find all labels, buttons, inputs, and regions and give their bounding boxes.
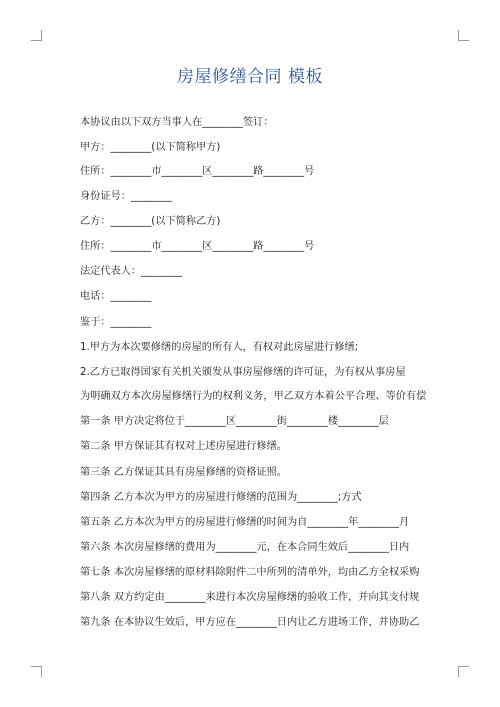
doc-line: 第九条 在本协议生效后，甲方应在________日内让乙方进场工作，并协助乙 bbox=[80, 617, 420, 628]
doc-line: 第七条 本次房屋修缮的原材料除附件二中所列的清单外，均由乙方全权采购 bbox=[80, 567, 420, 578]
doc-line: 住所：________市________区________路________号 bbox=[80, 241, 315, 252]
doc-line: 身份证号：________ bbox=[80, 191, 172, 202]
document-title: 房屋修缮合同 模板 bbox=[177, 67, 323, 87]
corner-mark-top-right bbox=[458, 30, 469, 41]
doc-line: 本协议由以下双方当事人在________签订： bbox=[80, 117, 274, 128]
doc-line: 2.乙方已取得国家有关机关颁发从事房屋修缮的许可证，为有权从事房屋 bbox=[80, 367, 406, 378]
corner-mark-top-left bbox=[31, 30, 42, 41]
corner-mark-bottom-left bbox=[31, 666, 42, 677]
doc-line: 第八条 双方约定由________来进行本次房屋修缮的验收工作，并向其支付规 bbox=[80, 592, 420, 603]
doc-line: 乙方：________(以下简称乙方) bbox=[80, 216, 221, 227]
doc-line: 电话：________ bbox=[80, 291, 152, 302]
doc-line: 为明确双方本次房屋修缮行为的权利义务，甲乙双方本着公平合理、等价有偿 bbox=[80, 391, 427, 402]
doc-line: 鉴于：________ bbox=[80, 317, 152, 328]
doc-line: 法定代表人：________ bbox=[80, 266, 182, 277]
doc-line: 第三条 乙方保证其具有房屋修缮的资格证照。 bbox=[80, 467, 287, 478]
doc-line: 第四条 乙方本次为甲方的房屋进行修缮的范围为________;方式 bbox=[80, 492, 362, 503]
doc-line: 第一条 甲方决定将位于________区________街________楼________层 bbox=[80, 416, 389, 427]
doc-line: 住所：________市________区________路________号 bbox=[80, 166, 315, 177]
doc-line: 第二条 甲方保证其有权对上述房屋进行修缮。 bbox=[80, 441, 287, 452]
corner-mark-bottom-right bbox=[458, 666, 469, 677]
doc-line: 甲方：________(以下简称甲方) bbox=[80, 142, 221, 153]
doc-line: 第五条 乙方本次为甲方的房屋进行修缮的时间为自________年________月 bbox=[80, 517, 410, 528]
doc-line: 第六条 本次房屋修缮的费用为________元，在本合同生效后________日内 bbox=[80, 542, 410, 553]
doc-line: 1.甲方为本次要修缮的房屋的所有人，有权对此房屋进行修缮; bbox=[80, 342, 359, 353]
